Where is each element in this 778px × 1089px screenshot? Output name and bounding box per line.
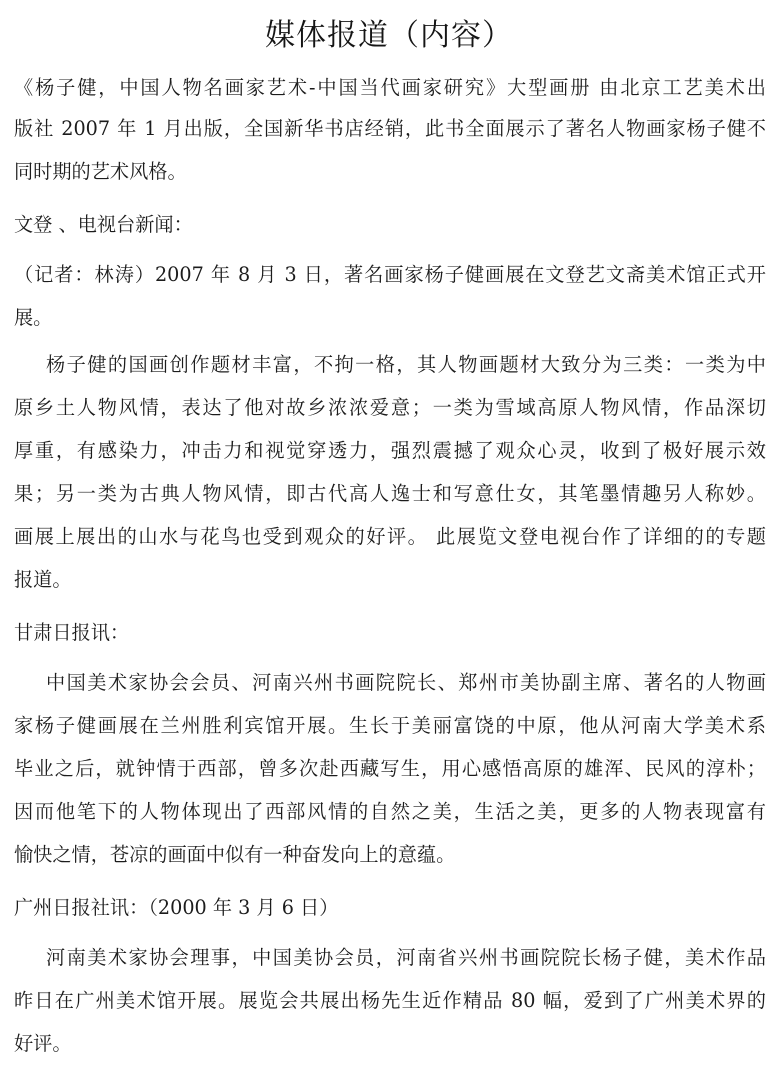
gansu-body-line: 中国美术家协会会员、河南兴州书画院院长、郑州市美协副主席、著名的人物画 bbox=[46, 671, 766, 694]
intro-line: 《杨子健，中国人物名画家艺术-中国当代画家研究》大型画册 由北京工艺美术出 bbox=[14, 76, 766, 99]
guangzhou-body-line: 昨日在广州美术馆开展。展览会共展出杨先生近作精品 80 幅，爱到了广州美术界的 bbox=[14, 989, 766, 1012]
wendeng-dateline-line: （记者：林涛）2007 年 8 月 3 日，著名画家杨子健画展在文登艺文斋美术馆正式开 bbox=[14, 263, 766, 286]
wendeng-heading: 文登 、电视台新闻： bbox=[14, 213, 193, 236]
wendeng-body-line: 原乡土人物风情，表达了他对故乡浓浓爱意；一类为雪域高原人物风情，作品深切 bbox=[14, 396, 766, 419]
wendeng-body-line: 报道。 bbox=[14, 568, 72, 591]
intro-line: 版社 2007 年 1 月出版，全国新华书店经销，此书全面展示了著名人物画家杨子健不 bbox=[14, 117, 766, 140]
wendeng-body-line: 厚重，有感染力，冲击力和视觉穿透力，强烈震撼了观众心灵，收到了极好展示效 bbox=[14, 439, 766, 462]
guangzhou-body-line: 好评。 bbox=[14, 1032, 72, 1055]
gansu-body-line: 愉快之情，苍凉的画面中似有一种奋发向上的意蕴。 bbox=[14, 843, 456, 866]
guangzhou-body-line: 河南美术家协会理事，中国美协会员，河南省兴州书画院院长杨子健，美术作品 bbox=[46, 946, 766, 969]
gansu-body-line: 家杨子健画展在兰州胜利宾馆开展。生长于美丽富饶的中原，他从河南大学美术系 bbox=[14, 714, 766, 737]
gansu-body-line: 毕业之后，就钟情于西部，曾多次赴西藏写生，用心感悟高原的雄浑、民风的淳朴； bbox=[14, 757, 766, 780]
wendeng-body-line: 画展上展出的山水与花鸟也受到观众的好评。 此展览文登电视台作了详细的的专题 bbox=[14, 525, 766, 548]
wendeng-body-line: 果；另一类为古典人物风情，即古代高人逸士和写意仕女，其笔墨情趣另人称妙。 bbox=[14, 482, 766, 505]
guangzhou-heading: 广州日报社讯：（2000 年 3 月 6 日） bbox=[14, 896, 339, 919]
intro-line: 同时期的艺术风格。 bbox=[14, 160, 187, 183]
gansu-heading: 甘肃日报讯： bbox=[14, 621, 130, 644]
gansu-body-line: 因而他笔下的人物体现出了西部风情的自然之美，生活之美，更多的人物表现富有 bbox=[14, 800, 766, 823]
wendeng-dateline-line: 展。 bbox=[14, 306, 53, 329]
page-title: 媒体报道（内容） bbox=[265, 18, 513, 53]
wendeng-body-line: 杨子健的国画创作题材丰富，不拘一格，其人物画题材大致分为三类：一类为中 bbox=[46, 353, 766, 376]
